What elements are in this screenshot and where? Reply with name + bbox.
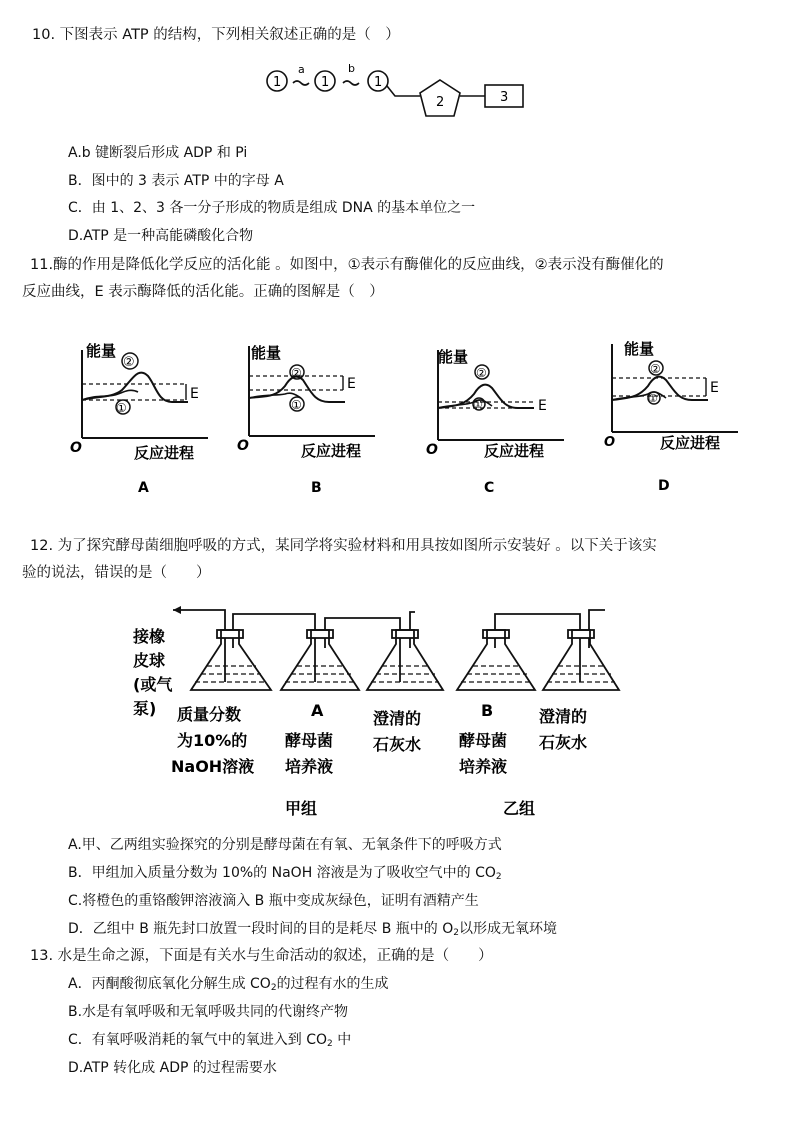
atp-num-1b: 1 (321, 75, 330, 90)
q13-option-b: B.水是有氧呼吸和无氧呼吸共同的代谢终产物 (68, 1004, 349, 1020)
energy-graph-a (68, 336, 218, 496)
flask-b-letter: B (481, 701, 494, 720)
pump-label-1: 接橡 (133, 627, 166, 646)
pump-label-3: (或气 (133, 675, 173, 694)
pump-label-4: 泵) (133, 699, 157, 718)
bond-b-label: b (348, 62, 355, 75)
limewater2-label-1: 澄清的 (539, 707, 588, 726)
flask-b-label-2: 培养液 (459, 757, 508, 776)
limewater2-label-2: 石灰水 (539, 733, 588, 752)
naoh-label-1: 质量分数 (177, 705, 242, 724)
graph-b-origin: O (237, 438, 249, 454)
graph-d-curve1: ① (648, 392, 658, 405)
graph-b-ylabel: 能量 (251, 344, 282, 362)
q13-stem: 13. 水是生命之源，下面是有关水与生命活动的叙述，正确的是（ ） (30, 948, 493, 964)
graph-d-e: E (710, 380, 719, 396)
graph-a-origin: O (70, 440, 82, 456)
q12-option-a: A.甲、乙两组实验探究的分别是酵母菌在有氧、无氧条件下的呼吸方式 (68, 837, 502, 853)
graph-c-curve2: ② (476, 366, 487, 380)
limewater1-label-1: 澄清的 (373, 709, 422, 728)
flask-a-label-2: 培养液 (285, 757, 334, 776)
pump-label-2: 皮球 (133, 651, 166, 670)
q10-option-a: A.b 键断裂后形成 ADP 和 Pi (68, 145, 248, 161)
yeast-respiration-apparatus (125, 600, 645, 830)
bond-a-label: a (298, 63, 305, 76)
atp-num-1c: 1 (374, 75, 383, 90)
q10-option-b: B．图中的 3 表示 ATP 中的字母 A (68, 173, 284, 189)
limewater1-label-2: 石灰水 (373, 735, 422, 754)
group-jia-label: 甲组 (285, 799, 318, 818)
group-yi-label: 乙组 (503, 799, 536, 818)
graph-c-e: E (538, 398, 547, 414)
q10-option-c: C．由 1、2、3 各一分子形成的物质是组成 DNA 的基本单位之一 (68, 200, 476, 216)
graph-c-xlabel: 反应进程 (484, 442, 545, 460)
graph-a-xlabel: 反应进程 (134, 444, 195, 462)
graph-c-curve1: ① (473, 398, 483, 411)
q12-option-b: B．甲组加入质量分数为 10%的 NaOH 溶液是为了吸收空气中的 $CO_2$ (68, 865, 502, 882)
atp-structure-diagram (255, 58, 535, 128)
graph-d-xlabel: 反应进程 (660, 434, 721, 452)
q10-option-d: D.ATP 是一种高能磷酸化合物 (68, 228, 254, 244)
graph-b-curve2: ② (291, 366, 302, 380)
naoh-label-2: 为10%的 (177, 731, 248, 750)
graph-d-curve2: ② (650, 362, 661, 376)
flask-a-letter: A (311, 701, 324, 720)
graph-d-letter: D (658, 478, 670, 490)
q13-option-d: D.ATP 转化成 ADP 的过程需要水 (68, 1060, 277, 1076)
graph-a-curve2: ② (123, 355, 135, 370)
q12-option-c: C.将橙色的重铬酸钾溶液滴入 B 瓶中变成灰绿色，证明有酒精产生 (68, 893, 479, 909)
flask-a-label-1: 酵母菌 (285, 731, 334, 750)
graph-a-ylabel: 能量 (86, 342, 117, 360)
graph-c-origin: O (426, 442, 438, 458)
q13-option-c: C．有氧呼吸消耗的氧气中的氧进入到 $CO_2$ 中 (68, 1032, 352, 1049)
q11-stem-line1: 11.酶的作用是降低化学反应的活化能 。如图中，①表示有酶催化的反应曲线，②表示没有酶催化的 (30, 257, 664, 273)
graph-b-letter: B (311, 480, 322, 496)
energy-graph-d (598, 330, 748, 490)
graph-d-origin: O (604, 435, 616, 450)
atp-num-2: 2 (436, 95, 445, 110)
graph-a-e: E (190, 386, 199, 402)
energy-graph-b (235, 336, 385, 496)
atp-num-3: 3 (500, 90, 509, 105)
q12-option-d: D．乙组中 B 瓶先封口放置一段时间的目的是耗尽 B 瓶中的 $O_2$以形成无氧环境 (68, 921, 557, 938)
graph-c-letter: C (484, 480, 495, 496)
graph-b-curve1: ① (291, 398, 302, 412)
graph-d-ylabel: 能量 (624, 340, 655, 358)
atp-num-1a: 1 (273, 75, 282, 90)
energy-graph-c (424, 336, 574, 496)
q11-stem-line2: 反应曲线，E 表示酶降低的活化能。正确的图解是（ ） (22, 284, 384, 300)
graph-b-e: E (347, 376, 356, 392)
q12-stem-line1: 12. 为了探究酵母菌细胞呼吸的方式，某同学将实验材料和用具按如图所示安装好 。以下关于该实 (30, 538, 657, 554)
graph-a-letter: A (138, 480, 149, 496)
graph-b-xlabel: 反应进程 (301, 442, 362, 460)
graph-a-curve1: ① (116, 401, 127, 415)
graph-c-ylabel: 能量 (438, 348, 469, 366)
flask-b-label-1: 酵母菌 (459, 731, 508, 750)
q10-stem: 10. 下图表示 ATP 的结构，下列相关叙述正确的是（ ） (32, 27, 400, 43)
naoh-label-3: NaOH溶液 (171, 757, 255, 776)
q12-stem-line2: 验的说法，错误的是（ ） (22, 565, 211, 581)
q13-option-a: A．丙酮酸彻底氧化分解生成 $CO_2$的过程有水的生成 (68, 976, 389, 993)
